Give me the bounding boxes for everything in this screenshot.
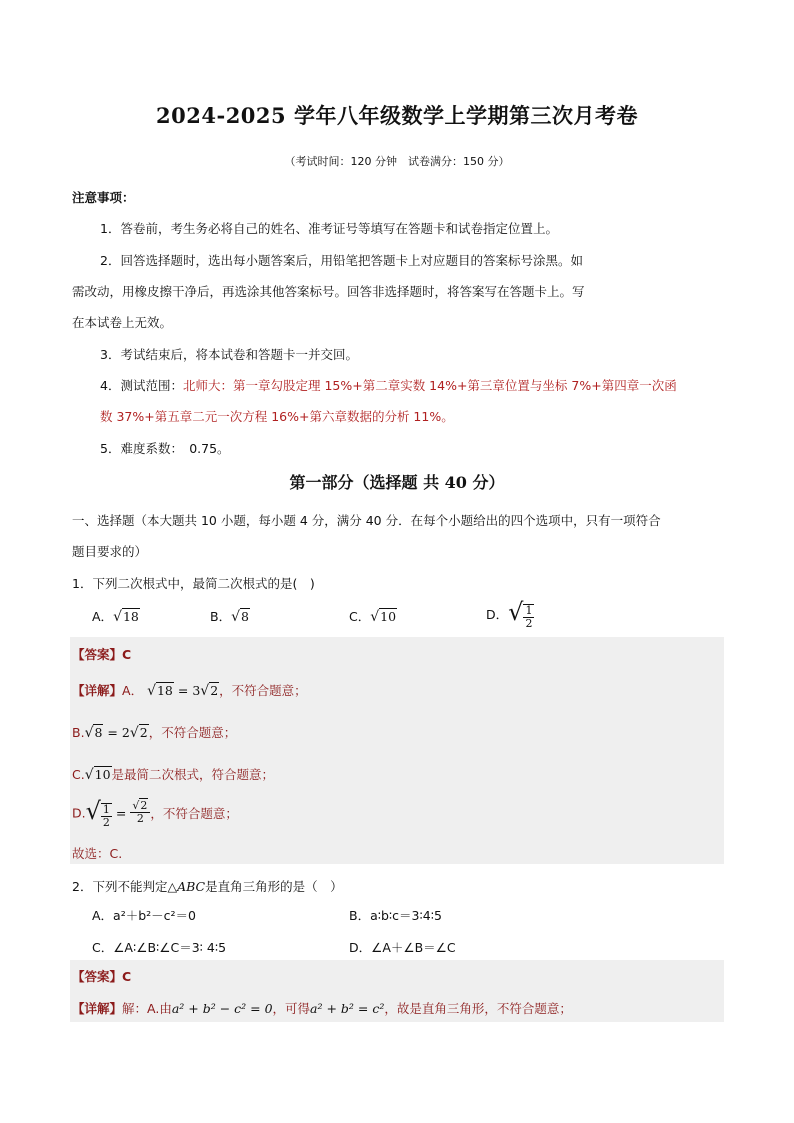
q1-option-d: D．√ $\frac{1}{2}$ xyxy=(486,598,533,630)
q1-answer: 【答案】C xyxy=(72,647,132,662)
notice-item-1: 1．答卷前，考生务必将自己的姓名、准考证号等填写在答题卡和试卷指定位置上。 xyxy=(100,221,558,236)
q2-option-a: A．a²＋b²－c²＝0 xyxy=(92,908,197,923)
q1-conclusion: 故选：C. xyxy=(72,846,123,861)
q2-option-c: C．∠A∶∠B∶∠C＝3∶ 4∶5 xyxy=(92,940,227,955)
q2-option-d: D．∠A＋∠B＝∠C xyxy=(349,940,456,955)
exam-title: 2024-2025 学年八年级数学上学期第三次月考卷 xyxy=(156,103,638,128)
sqrt-one-half: √ $\frac{1}{2}$ xyxy=(508,598,533,630)
q1-answer-box xyxy=(70,637,724,864)
notice-item-2-line-3: 在本试卷上无效。 xyxy=(72,315,173,330)
instructions-line-1: 一、选择题（本大题共 10 小题，每小题 4 分，满分 40 分．在每个小题给出的四个选项中，只有一项符合 xyxy=(72,513,661,528)
notice-heading: 注意事项： xyxy=(72,190,135,205)
q1-option-a: A．√18 xyxy=(92,609,139,625)
q2-detail-a: 【详解】解：A.由a² + b² − c² = 0，可得a² + b² = c²，故是直角三角形，不符合题意； xyxy=(72,1001,572,1016)
notice-item-4-line-1 xyxy=(100,376,677,394)
q1-detail-d: D.√ $\frac{1}{2}$ = $\frac{√2}{2}$ ，不符合题意； xyxy=(72,797,238,829)
q2-option-b: B．a∶b∶c＝3∶4∶5 xyxy=(349,908,442,923)
q1-option-c: C．√10 xyxy=(349,609,397,625)
sqrt-18: √18 xyxy=(113,609,139,625)
q1-stem: 1．下列二次根式中，最简二次根式的是( ) xyxy=(72,576,315,591)
q1-detail-b: B.√8 = 2√2，不符合题意； xyxy=(72,725,237,741)
q1-detail-a: 【详解】A． √18 = 3√2，不符合题意； xyxy=(72,683,307,699)
q2-answer: 【答案】C xyxy=(72,969,132,984)
q1-answer-value: C xyxy=(122,647,132,662)
q2-stem: 2．下列不能判定△ABC是直角三角形的是（ ） xyxy=(72,879,343,894)
notice-item-4-prefix: 4．测试范围： xyxy=(100,378,183,393)
notice-item-5: 5．难度系数： 0.75。 xyxy=(100,441,230,456)
notice-item-2-line-2: 需改动，用橡皮擦干净后，再选涂其他答案标号。回答非选择题时，将答案写在答题卡上。写 xyxy=(72,284,585,299)
section-title: 第一部分（选择题 共 40 分） xyxy=(289,473,505,492)
notice-item-2-line-1: 2．回答选择题时，选出每小题答案后，用铅笔把答题卡上对应题目的答案标号涂黑。如 xyxy=(100,253,583,268)
notice-item-3: 3．考试结束后，将本试卷和答题卡一并交回。 xyxy=(100,347,358,362)
test-scope-line-1: 北师大：第一章勾股定理 15%+第二章实数 14%+第三章位置与坐标 7%+第四章一次函 xyxy=(182,378,677,393)
q2-answer-value: C xyxy=(122,969,132,984)
sqrt-10: √10 xyxy=(370,609,397,625)
q1-option-b: B．√8 xyxy=(210,609,249,625)
instructions-line-2: 题目要求的） xyxy=(72,544,148,559)
q1-detail-c: C.√10是最简二次根式，符合题意； xyxy=(72,767,275,783)
triangle-abc: △ABC xyxy=(167,879,206,894)
test-scope-line-2: 数 37%+第五章二元一次方程 16%+第六章数据的分析 11%。 xyxy=(100,409,454,424)
sqrt-8: √8 xyxy=(231,609,249,625)
exam-subtitle: （考试时间：120 分钟 试卷满分：150 分） xyxy=(284,155,510,168)
